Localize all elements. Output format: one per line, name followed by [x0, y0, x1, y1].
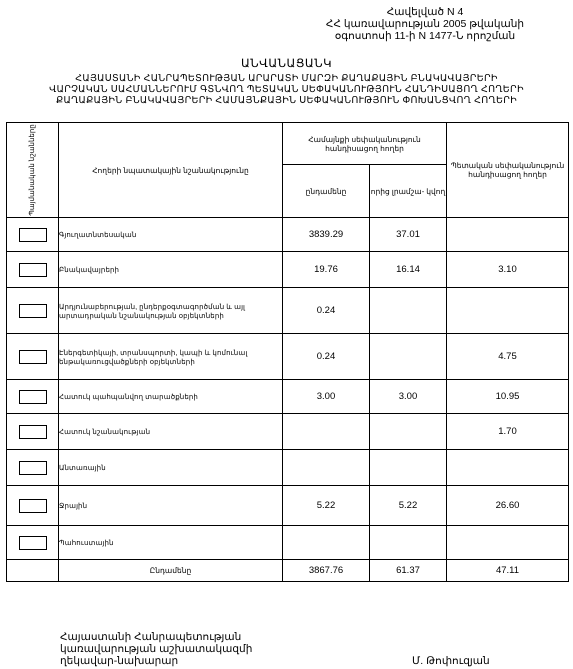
table-row — [7, 450, 569, 486]
row-name: Պահուստային — [59, 526, 283, 560]
table-row — [7, 218, 569, 252]
row-name: Հատուկ պահպանվող տարածքների — [59, 380, 283, 414]
header-code: Պայմանական նշանները — [28, 124, 36, 216]
row-name: Բնակավայրերի — [59, 252, 283, 288]
legend-symbol — [7, 486, 59, 526]
annex-header — [305, 6, 545, 42]
row-included — [370, 414, 447, 450]
table-row — [7, 526, 569, 560]
row-name: Անտառային — [59, 450, 283, 486]
legend-symbol — [7, 526, 59, 560]
row-private — [447, 218, 569, 252]
table-row — [7, 288, 569, 334]
legend-symbol — [7, 334, 59, 380]
signatory-line-2: կառավարության աշխատակազմի — [60, 643, 253, 655]
annex-decree-line: ՀՀ կառավարության 2005 թվականի — [325, 18, 525, 30]
legend-symbol — [7, 380, 59, 414]
row-private: 4.75 — [447, 334, 569, 380]
header-code-cell — [7, 123, 59, 218]
signatory-title — [60, 631, 252, 667]
document-subtitle — [20, 73, 553, 106]
row-included — [370, 450, 447, 486]
row-total: 0.24 — [283, 288, 370, 334]
row-private: 1.70 — [447, 414, 569, 450]
annex-number: Հավելված N 4 — [386, 6, 464, 18]
subtitle-line-3: ՔԱՂԱՔԱՅԻՆ ԲՆԱԿԱՎԱՅՐԵՐԻ ՀԱՄԱՅՆՔԱՅԻՆ ՍԵՓԱԿԱՆՈՒԹՅՈՒՆ ՓՈԽԱՆՑՎՈՂ ՀՈՂԵՐԻ — [56, 95, 517, 106]
signatory-line-1: Հայաստանի Հանրապետության — [60, 631, 242, 643]
signatory-line-3: ղեկավար-նախարար — [60, 655, 179, 667]
table-row — [7, 380, 569, 414]
total-row — [7, 560, 569, 582]
subtitle-line-1: ՀԱՅԱՍՏԱՆԻ ՀԱՆՐԱՊԵՏՈՒԹՅԱՆ ԱՐԱՐԱՏԻ ՄԱՐԶԻ ՔԱՂԱՔԱՅԻՆ ԲՆԱԿԱՎԱՅՐԵՐԻ — [75, 73, 498, 84]
row-included: 16.14 — [370, 252, 447, 288]
row-total — [283, 450, 370, 486]
total-private: 47.11 — [447, 560, 569, 582]
total-included: 61.37 — [370, 560, 447, 582]
row-total: 5.22 — [283, 486, 370, 526]
row-private: 3.10 — [447, 252, 569, 288]
table-row — [7, 334, 569, 380]
row-private: 26.60 — [447, 486, 569, 526]
row-total: 0.24 — [283, 334, 370, 380]
table-row — [7, 486, 569, 526]
legend-symbol — [7, 218, 59, 252]
signatory-name: Մ. Թոփուզյան — [412, 655, 490, 667]
header-name: Հողերի նպատակային նշանակությունը — [59, 123, 283, 218]
row-included — [370, 526, 447, 560]
land-table — [6, 122, 569, 582]
header-state-owned: Համայնքի սեփականություն հանդիսացող հողեր — [283, 123, 447, 165]
row-name: Էներգետիկայի, տրանսպորտի, կապի և կոմունալ ենթակառուցվածքների օբյեկտների — [59, 334, 283, 380]
row-included: 3.00 — [370, 380, 447, 414]
header-private: Պետական սեփականություն հանդիսացող հողեր — [447, 123, 569, 218]
legend-symbol — [7, 252, 59, 288]
row-name: Արդյունաբերության, ընդերքօգտագործման և այլ արտադրական նշանակության օբյեկտների — [59, 288, 283, 334]
header-included: որից լրամշա- կվող — [370, 165, 447, 218]
row-name: Հատուկ նշանակության — [59, 414, 283, 450]
total-value: 3867.76 — [283, 560, 370, 582]
total-label: Ընդամենը — [59, 560, 283, 582]
row-private — [447, 450, 569, 486]
header-total: ընդամենը — [283, 165, 370, 218]
subtitle-line-2: ՎԱՐՉԱԿԱՆ ՍԱՀՄԱՆՆԵՐՈՒՄ ԳՏՆՎՈՂ ՊԵՏԱԿԱՆ ՍԵՓԱԿԱՆՈՒԹՅՈՒՆ ՀԱՆԴԻՍԱՑՈՂ ՀՈՂԵՐԻ — [49, 84, 524, 95]
row-included — [370, 334, 447, 380]
row-name: Գյուղատնտեսական — [59, 218, 283, 252]
row-included: 5.22 — [370, 486, 447, 526]
row-included — [370, 288, 447, 334]
row-private — [447, 526, 569, 560]
header-row-1 — [7, 123, 569, 165]
row-private — [447, 288, 569, 334]
legend-symbol — [7, 450, 59, 486]
row-total — [283, 414, 370, 450]
row-included: 37.01 — [370, 218, 447, 252]
table-row — [7, 414, 569, 450]
row-total: 3839.29 — [283, 218, 370, 252]
annex-decree-date: օգոստոսի 11-ի N 1477-Ն որոշման — [334, 30, 516, 42]
row-private: 10.95 — [447, 380, 569, 414]
row-total: 19.76 — [283, 252, 370, 288]
table-row — [7, 252, 569, 288]
row-total: 3.00 — [283, 380, 370, 414]
legend-symbol — [7, 288, 59, 334]
document-title: ԱՆՎԱՆԱՑԱՆԿ — [240, 58, 333, 70]
row-name: Ջրային — [59, 486, 283, 526]
row-total — [283, 526, 370, 560]
total-code-cell — [7, 560, 59, 582]
legend-symbol — [7, 414, 59, 450]
